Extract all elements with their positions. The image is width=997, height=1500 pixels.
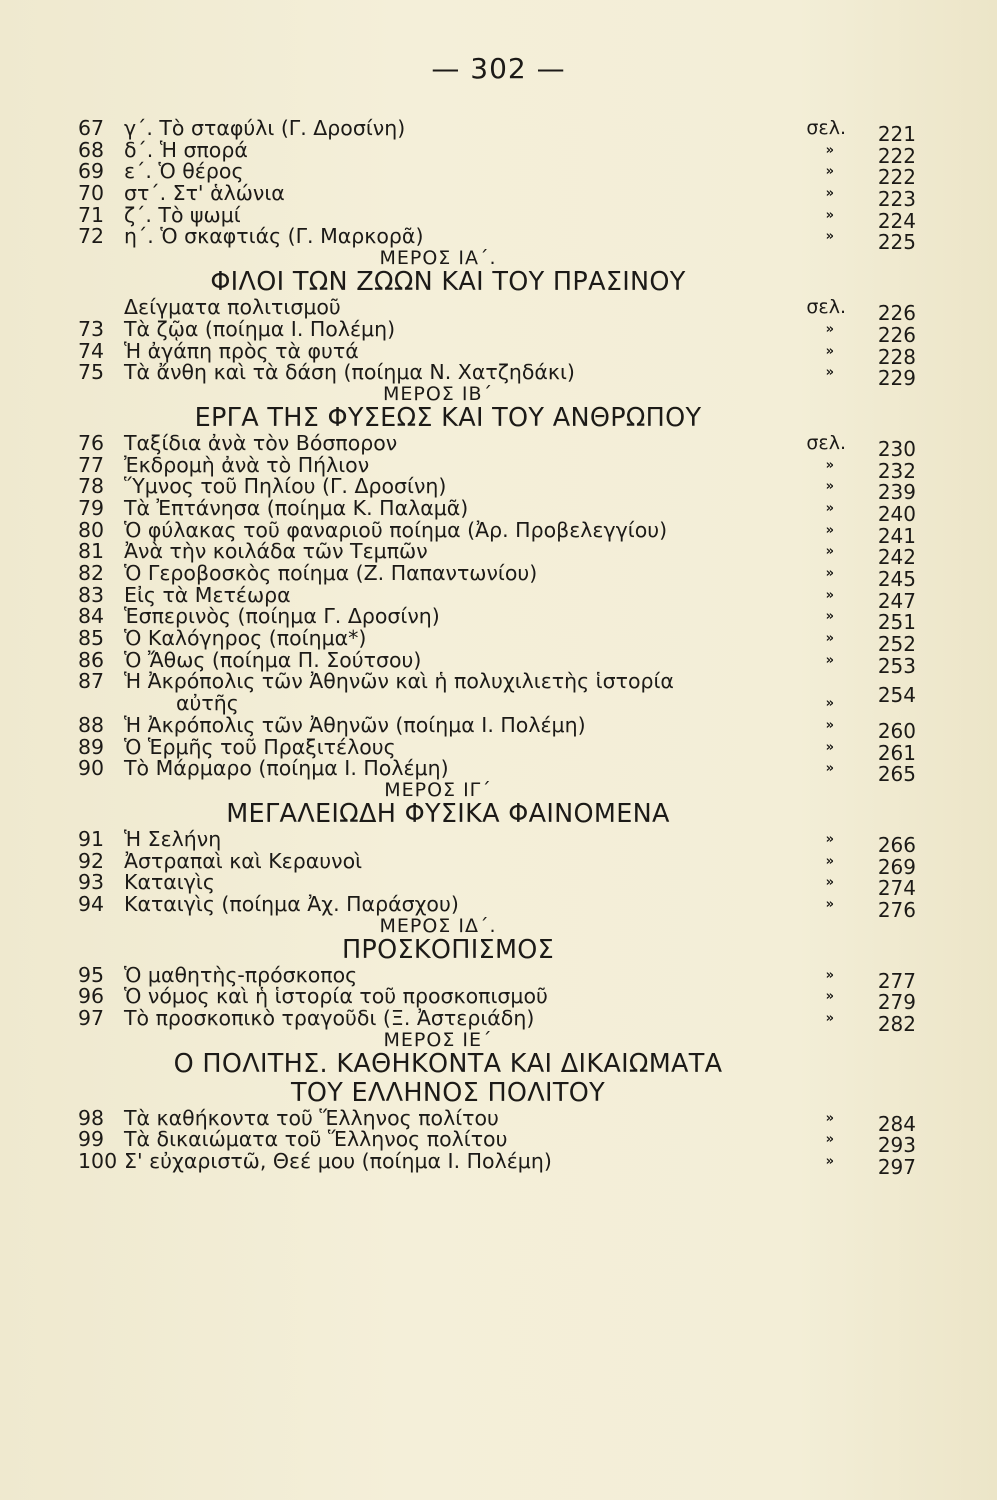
ditto-mark: » bbox=[825, 365, 834, 381]
part-label: ΜΕΡΟΣ ΙΕ΄ bbox=[383, 1028, 493, 1051]
entry-number: 89 bbox=[78, 734, 105, 759]
entry-title: Τὸ Μάρμαρο (ποίημα Ι. Πολέμη) bbox=[124, 756, 449, 781]
entry-title: ζ΄. Τὸ ψωμί bbox=[124, 202, 241, 227]
entry-title: Ἀνὰ τὴν κοιλάδα τῶν Τεμπῶν bbox=[124, 539, 428, 564]
toc-entry bbox=[78, 671, 938, 693]
ditto-mark: » bbox=[825, 164, 834, 180]
entry-page: 277 bbox=[877, 968, 916, 993]
entry-number: 72 bbox=[78, 224, 105, 249]
entry-page: 222 bbox=[877, 143, 916, 168]
entry-title: ε΄. Ὁ θέρος bbox=[124, 159, 244, 184]
entry-page: 266 bbox=[877, 832, 916, 857]
entry-title: Σ' εὐχαριστῶ, Θεέ μου (ποίημα Ι. Πολέμη) bbox=[124, 1149, 552, 1174]
entry-number: 84 bbox=[78, 604, 105, 629]
entry-page: 254 bbox=[877, 683, 916, 708]
section-heading: ΠΡΟΣΚΟΠΙΣΜΟΣ bbox=[341, 934, 555, 965]
entry-page: 228 bbox=[877, 344, 916, 369]
toc-entry bbox=[78, 826, 938, 857]
ditto-mark: » bbox=[825, 1132, 834, 1148]
entry-page: 251 bbox=[877, 610, 916, 635]
entry-number: 77 bbox=[78, 452, 105, 477]
toc-entry bbox=[78, 604, 938, 635]
ditto-mark: » bbox=[825, 1154, 834, 1170]
toc-entry bbox=[78, 224, 938, 255]
sel-label: σελ. bbox=[806, 296, 846, 319]
entry-number: 67 bbox=[78, 116, 105, 140]
toc-entry bbox=[78, 517, 938, 548]
toc-entry bbox=[78, 539, 938, 570]
ditto-mark: » bbox=[825, 566, 834, 581]
ditto-mark: » bbox=[825, 1110, 834, 1126]
entry-page: 222 bbox=[877, 165, 916, 190]
part-label: ΜΕΡΟΣ ΙΓ΄ bbox=[384, 778, 492, 801]
entry-page: 293 bbox=[877, 1133, 916, 1158]
entry-title: Τὰ δικαιώματα τοῦ Ἕλληνος πολίτου bbox=[124, 1127, 508, 1152]
toc-entry bbox=[78, 848, 938, 879]
entry-number: 91 bbox=[78, 826, 105, 851]
entry-title: Καταιγὶς (ποίημα Ἀχ. Παράσχου) bbox=[124, 891, 459, 916]
entry-title: Ὁ νόμος καὶ ἡ ἱστορία τοῦ προσκοπισμοῦ bbox=[124, 984, 548, 1009]
entry-number: 68 bbox=[78, 137, 105, 162]
entry-page: 226 bbox=[877, 301, 916, 326]
entry-page: 269 bbox=[877, 854, 916, 879]
entry-number: 75 bbox=[78, 360, 105, 385]
toc-entry bbox=[78, 316, 938, 347]
ditto-mark: » bbox=[825, 500, 834, 516]
entry-title: Ἀστραπαὶ καὶ Κεραυνοὶ bbox=[124, 848, 363, 873]
ditto-mark: » bbox=[825, 761, 834, 777]
entry-title: Ὁ Καλόγηρος (ποίημα*) bbox=[124, 626, 367, 651]
part-label: ΜΕΡΟΣ ΙΒ΄ bbox=[383, 382, 493, 405]
entry-title: Ὁ Γεροβοσκὸς ποίημα (Ζ. Παπαντωνίου) bbox=[124, 561, 538, 585]
entry-title: δ΄. Ἡ σπορά bbox=[124, 137, 248, 162]
entry-title: Ἐκδρομὴ ἀνὰ τὸ Πήλιον bbox=[124, 452, 370, 477]
table-of-contents bbox=[78, 116, 938, 1180]
ditto-mark: » bbox=[825, 207, 834, 223]
entry-title: Καταιγὶς bbox=[124, 870, 215, 895]
entry-number: 93 bbox=[78, 870, 105, 895]
entry-number: 98 bbox=[78, 1105, 105, 1130]
ditto-mark: » bbox=[825, 739, 834, 755]
toc-entry bbox=[78, 582, 938, 613]
ditto-mark: » bbox=[825, 522, 834, 538]
section-heading: Ο ΠΟΛΙΤΗΣ. ΚΑΘΗΚΟΝΤΑ ΚΑΙ ΔΙΚΑΙΩΜΑΤΑ bbox=[173, 1048, 723, 1079]
ditto-mark: » bbox=[825, 831, 834, 847]
entry-page: 230 bbox=[877, 436, 916, 461]
toc-entry bbox=[78, 647, 938, 678]
toc-entry bbox=[78, 430, 938, 461]
ditto-mark: » bbox=[825, 1011, 834, 1026]
toc-entry bbox=[78, 1105, 938, 1136]
entry-title: Εἰς τὰ Μετέωρα bbox=[124, 582, 291, 607]
entry-page: 274 bbox=[877, 876, 916, 901]
entry-number: 97 bbox=[78, 1006, 105, 1030]
toc-entry bbox=[78, 159, 938, 190]
ditto-mark: » bbox=[825, 479, 834, 495]
entry-title: Τὰ Ἐπτάνησα (ποίημα Κ. Παλαμᾶ) bbox=[124, 495, 469, 520]
ditto-mark: » bbox=[825, 967, 834, 983]
toc-entry bbox=[78, 181, 938, 212]
entry-title: Ἡ Σελήνη bbox=[124, 826, 222, 851]
ditto-mark: » bbox=[825, 544, 834, 560]
entry-title: Ἑσπερινὸς (ποίημα Γ. Δροσίνη) bbox=[124, 604, 440, 629]
ditto-mark: » bbox=[825, 875, 834, 891]
toc-entry bbox=[78, 984, 938, 1015]
ditto-mark: » bbox=[825, 717, 834, 733]
ditto-mark: » bbox=[825, 896, 834, 912]
entry-number: 88 bbox=[78, 712, 105, 737]
entry-title: Ὁ φύλακας τοῦ φαναριοῦ ποίημα (Ἀρ. Προβελεγγίου) bbox=[124, 517, 668, 542]
toc-entry bbox=[78, 202, 938, 233]
entry-number: 74 bbox=[78, 338, 105, 363]
entry-page: 297 bbox=[877, 1155, 916, 1180]
entry-number: 90 bbox=[78, 756, 105, 781]
entry-number: 73 bbox=[78, 316, 105, 341]
toc-entry bbox=[78, 626, 938, 657]
entry-page: 282 bbox=[877, 1012, 916, 1036]
entry-title: Ὕμνος τοῦ Πηλίου (Γ. Δροσίνη) bbox=[124, 474, 447, 499]
ditto-mark: » bbox=[825, 587, 834, 603]
entry-title: στ΄. Στ' ἁλώνια bbox=[124, 181, 285, 206]
entry-number: 87 bbox=[78, 669, 105, 694]
entry-number: 96 bbox=[78, 984, 105, 1009]
entry-title: Ὁ Ἄθως (ποίημα Π. Σούτσου) bbox=[124, 647, 422, 672]
entry-number: 81 bbox=[78, 539, 105, 564]
toc-entry bbox=[78, 1149, 938, 1180]
entry-title: Ἡ Ἀκρόπολις τῶν Ἀθηνῶν (ποίημα Ι. Πολέμη) bbox=[124, 712, 586, 737]
ditto-mark: » bbox=[825, 343, 834, 359]
ditto-mark: » bbox=[825, 229, 834, 245]
part-label: ΜΕΡΟΣ ΙΔ΄. bbox=[379, 914, 497, 937]
ditto-mark: » bbox=[825, 853, 834, 869]
toc-entry bbox=[78, 338, 938, 369]
entry-number: 83 bbox=[78, 582, 105, 607]
entry-page: 252 bbox=[877, 632, 916, 657]
ditto-mark: » bbox=[825, 609, 834, 625]
toc-entry bbox=[78, 756, 938, 787]
entry-title: Ἡ ἀγάπη πρὸς τὰ φυτά bbox=[124, 338, 359, 363]
entry-number: 78 bbox=[78, 474, 105, 499]
entry-number: 100 bbox=[78, 1149, 118, 1174]
entry-title: Ἡ Ἀκρόπολις τῶν Ἀθηνῶν καὶ ἡ πολυχιλιετὴς ἱστορία bbox=[124, 669, 674, 694]
entry-page: 279 bbox=[877, 990, 916, 1015]
ditto-mark: » bbox=[825, 696, 834, 712]
entry-title: Τὰ ζῷα (ποίημα Ι. Πολέμη) bbox=[124, 316, 396, 341]
entry-page: 225 bbox=[877, 230, 916, 255]
entry-number: 71 bbox=[78, 202, 105, 227]
entry-page: 265 bbox=[877, 762, 916, 787]
entry-page: 260 bbox=[877, 718, 916, 743]
entry-number: 85 bbox=[78, 626, 105, 651]
entry-number: 76 bbox=[78, 430, 105, 455]
entry-title-continued: αὐτῆς bbox=[176, 691, 239, 716]
ditto-mark: » bbox=[825, 321, 834, 337]
entry-title: Τὰ καθήκοντα τοῦ Ἕλληνος πολίτου bbox=[124, 1105, 499, 1130]
entry-title: Ὁ μαθητὴς-πρόσκοπος bbox=[124, 962, 358, 987]
toc-entry bbox=[78, 452, 938, 483]
entry-number: 69 bbox=[78, 159, 105, 184]
toc-entry bbox=[78, 561, 938, 591]
entry-number: 79 bbox=[78, 495, 105, 520]
entry-page: 242 bbox=[877, 545, 916, 570]
entry-page: 276 bbox=[877, 897, 916, 922]
entry-page: 241 bbox=[877, 523, 916, 548]
entry-title: γ΄. Τὸ σταφύλι (Γ. Δροσίνη) bbox=[124, 116, 406, 140]
entry-page: 247 bbox=[877, 588, 916, 613]
entry-page: 232 bbox=[877, 458, 916, 483]
ditto-mark: » bbox=[825, 989, 834, 1005]
ditto-mark: » bbox=[825, 631, 834, 647]
entry-title: Ὁ Ἑρμῆς τοῦ Πραξιτέλους bbox=[124, 734, 396, 759]
toc-entry bbox=[78, 1006, 938, 1036]
ditto-mark: » bbox=[825, 457, 834, 473]
entry-number: 94 bbox=[78, 891, 105, 916]
entry-title: Ταξίδια ἀνὰ τὸν Βόσπορον bbox=[124, 430, 398, 455]
entry-number: 70 bbox=[78, 181, 105, 206]
entry-page: 245 bbox=[877, 567, 916, 591]
entry-page: 261 bbox=[877, 740, 916, 765]
entry-number: 82 bbox=[78, 561, 105, 585]
entry-page: 221 bbox=[877, 122, 916, 146]
toc-entry bbox=[78, 495, 938, 526]
ditto-mark: » bbox=[825, 142, 834, 158]
toc-entry bbox=[78, 870, 938, 901]
page-number: — 302 — bbox=[431, 52, 566, 85]
section-heading: ΦΙΛΟΙ ΤΩΝ ΖΩΩΝ ΚΑΙ ΤΟΥ ΠΡΑΣΙΝΟΥ bbox=[210, 267, 686, 298]
toc-entry bbox=[78, 1127, 938, 1158]
entry-number: 86 bbox=[78, 647, 105, 672]
entry-page: 224 bbox=[877, 208, 916, 233]
entry-page: 240 bbox=[877, 501, 916, 526]
entry-page: 226 bbox=[877, 322, 916, 347]
section-heading-continued: ΤΟΥ ΕΛΛΗΝΟΣ ΠΟΛΙΤΟΥ bbox=[290, 1077, 605, 1108]
entry-title: Τὰ ἄνθη καὶ τὰ δάση (ποίημα Ν. Χατζηδάκι) bbox=[124, 360, 575, 385]
entry-number: 99 bbox=[78, 1127, 105, 1152]
part-label: ΜΕΡΟΣ ΙΑ΄. bbox=[379, 247, 497, 270]
sel-label: σελ. bbox=[806, 117, 846, 139]
entry-title: Δείγματα πολιτισμοῦ bbox=[124, 295, 341, 320]
entry-page: 253 bbox=[877, 653, 916, 678]
entry-number: 92 bbox=[78, 848, 105, 873]
toc-entry bbox=[78, 295, 938, 326]
entry-title: Τὸ προσκοπικὸ τραγοῦδι (Ξ. Ἀστεριάδη) bbox=[124, 1006, 535, 1030]
ditto-mark: » bbox=[825, 186, 834, 202]
toc-entry bbox=[78, 712, 938, 743]
toc-entry-continuation bbox=[78, 683, 938, 716]
toc-entry bbox=[78, 962, 938, 993]
toc-entry bbox=[78, 734, 938, 765]
sel-label: σελ. bbox=[806, 431, 846, 454]
entry-page: 239 bbox=[877, 480, 916, 505]
section-heading: ΕΡΓΑ ΤΗΣ ΦΥΣΕΩΣ ΚΑΙ ΤΟΥ ΑΝΘΡΩΠΟΥ bbox=[194, 402, 702, 433]
toc-entry bbox=[78, 116, 938, 146]
toc-entry bbox=[78, 891, 938, 922]
toc-entry bbox=[78, 137, 938, 168]
entry-page: 284 bbox=[877, 1111, 916, 1136]
toc-entry bbox=[78, 360, 938, 391]
entry-number: 80 bbox=[78, 517, 105, 542]
toc-entry bbox=[78, 474, 938, 505]
section-heading: ΜΕΓΑΛΕΙΩΔΗ ΦΥΣΙΚΑ ΦΑΙΝΟΜΕΝΑ bbox=[226, 798, 670, 829]
entry-number: 95 bbox=[78, 962, 105, 987]
entry-page: 223 bbox=[877, 187, 916, 212]
entry-title: η΄. Ὁ σκαφτιάς (Γ. Μαρκορᾶ) bbox=[124, 224, 424, 249]
ditto-mark: » bbox=[825, 652, 834, 668]
entry-page: 229 bbox=[877, 366, 916, 391]
